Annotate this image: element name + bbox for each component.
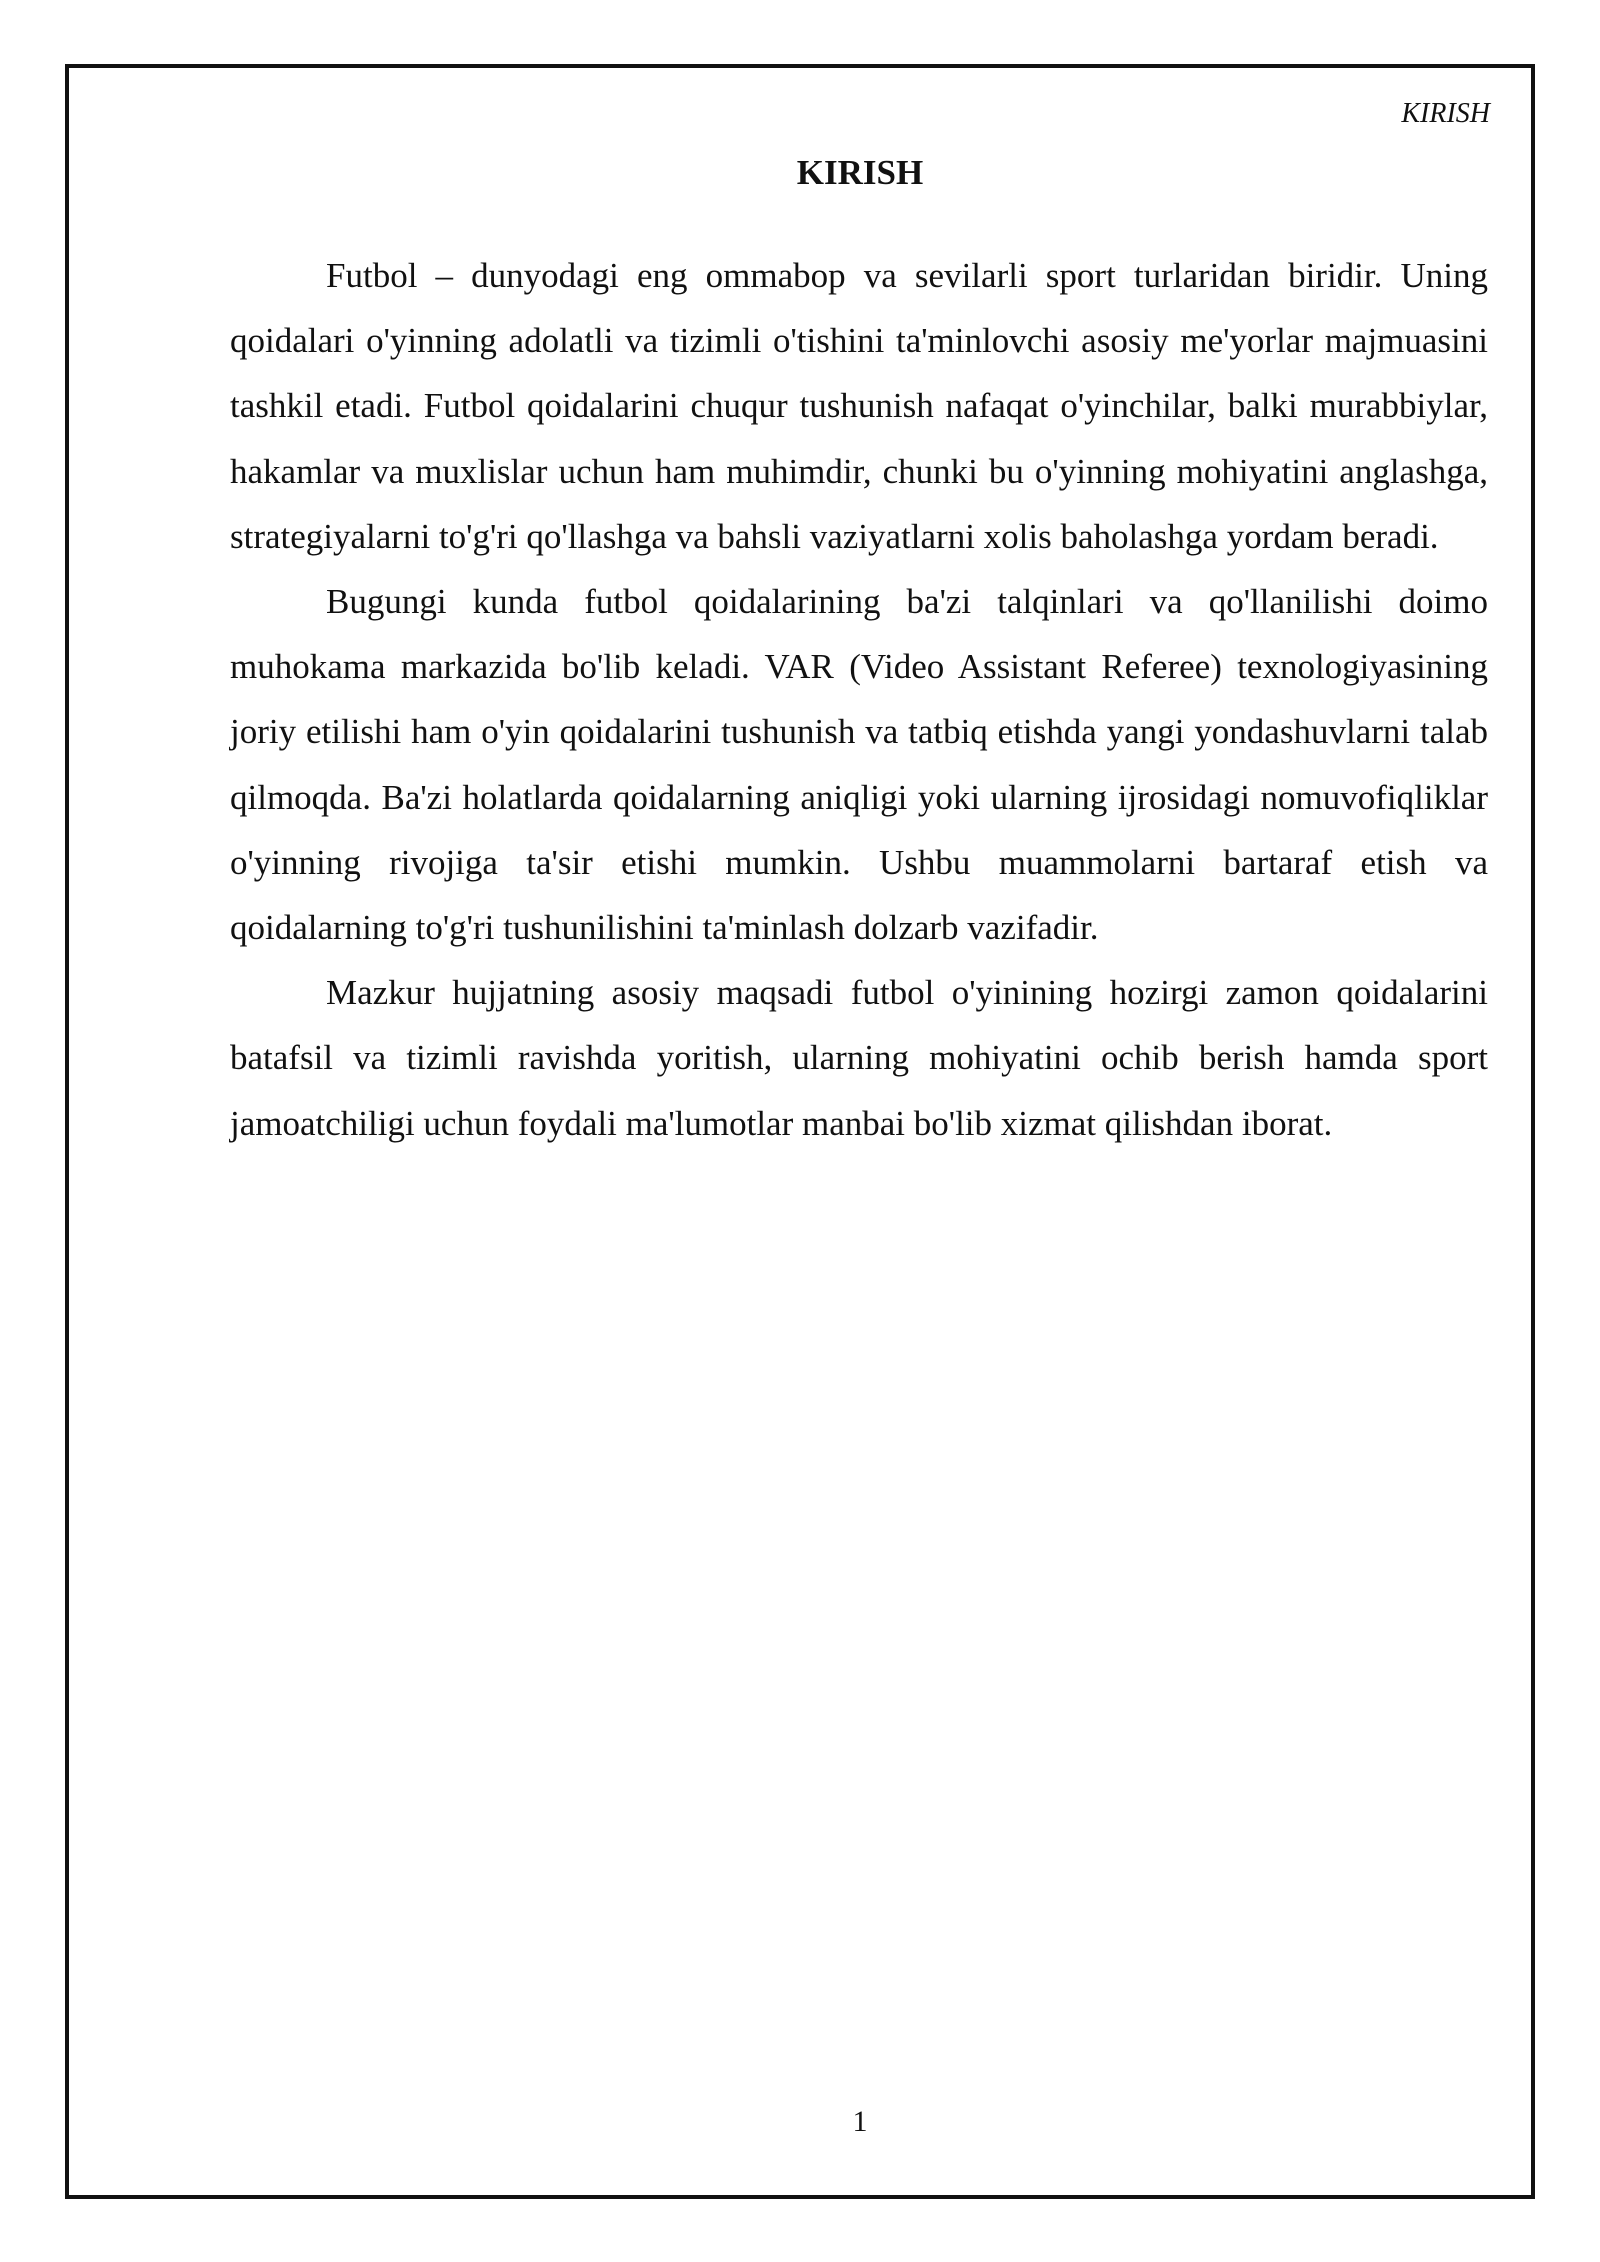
document-title: KIRISH — [796, 153, 924, 192]
paragraph: Futbol – dunyodagi eng ommabop va sevilarli sport turlaridan biridir. Uning qoidalari o'yinning adolatli va tizimli o'tishini ta'minlovchi asosiy me'yorlar majmuasini tashkil etadi. Futbol qoidalarini chuqur tushunish nafaqat o'yinchilar, balki murabbiylar, hakamlar va muxlislar uchun ham muhimdir, chunki bu o'yinning mohiyatini anglashga, strategiyalarni to'g'ri qo'llashga va bahsli vaziyatlarni xolis baholashga yordam beradi. — [230, 256, 1488, 556]
running-header: KIRISH — [1401, 98, 1490, 129]
paragraph: Bugungi kunda futbol qoidalarining ba'zi talqinlari va qo'llanilishi doimo muhokama markazida bo'lib keladi. VAR (Video Assistant Referee) texnologiyasining joriy etilishi ham o'yin qoidalarini tushunish va tatbiq etishda yangi yondashuvlarni talab qilmoqda. Ba'zi holatlarda qoidalarning aniqligi yoki ularning ijrosidagi nomuvofiqliklar o'yinning rivojiga ta'sir etishi mumkin. Ushbu muammolarni bartaraf etish va qoidalarning to'g'ri tushunilishini ta'minlash dolzarb vazifadir. — [230, 582, 1488, 948]
document-body — [230, 243, 1488, 1156]
page-number: 1 — [852, 2105, 868, 2138]
paragraph: Mazkur hujjatning asosiy maqsadi futbol o'yinining hozirgi zamon qoidalarini batafsil va tizimli ravishda yoritish, ularning mohiyatini ochib berish hamda sport jamoatchiligi uchun foydali ma'lumotlar manbai bo'lib xizmat qilishdan iborat. — [230, 973, 1488, 1143]
